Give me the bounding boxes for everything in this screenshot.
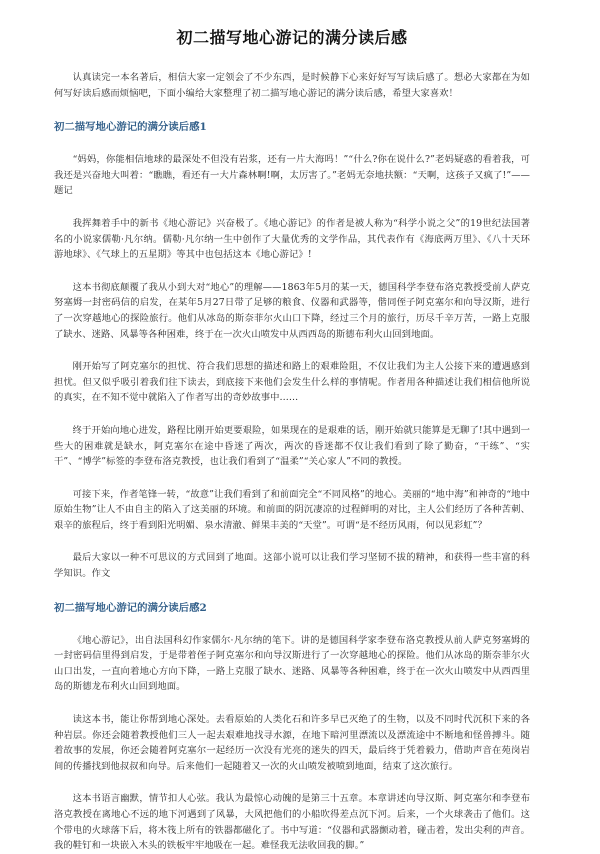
section-1 xyxy=(54,152,530,581)
section-heading-1: 初二描写地心游记的满分读后感1 xyxy=(54,121,207,134)
section-heading-2: 初二描写地心游记的满分读后感2 xyxy=(54,601,207,614)
paragraph: 刚开始写了阿克塞尔的担忧、符合我们思想的描述和路上的艰难险阻，不仅让我们为主人公接下来的遭遇感到担忧。但又似乎吸引着我们往下读去，到底接下来他们会发生什么样的事情呢。作者用各种描述让我们相信他所说的真实，在不知不觉中就陷入了作者写出的奇妙故事中…… xyxy=(54,361,530,404)
intro-paragraph: 认真读完一本名著后，相信大家一定领会了不少东西，是时候静下心来好好写写读后感了。想必大家都在为如何写好读后感而烦恼吧，下面小编给大家整理了初二描写地心游记的满分读后感，希望大家喜欢！ xyxy=(54,72,530,99)
paragraph: 读这本书，能让你帮到地心深处。去看原始的人类化石和许多早已灭绝了的生物，以及不同时代沉积下来的各种岩层。你还会随着教授他们三人一起去艰难地找寻水源，在地下暗河里漂流以及漂流途中不断地和怪兽搏斗。随着故事的发展，你还会随着阿克塞尔一起经历一次没有光亮的迷失的四天，最后终于凭着毅力，借助声音在苑岗岩间的传播找到他叔叔和向导。后来他们一起随着又一次的火山喷发被喷到地面，结束了这次旅行。 xyxy=(54,714,530,772)
intro-block xyxy=(54,70,530,101)
paragraph: 我挥舞着手中的新书《地心游记》兴奋极了。《地心游记》的作者是被人称为“科学小说之父”的19世纪法国著名的小说家儒勒·凡尔纳。儒勒·凡尔纳一生中创作了大量优秀的文学作品，其代表作有《海底两万里》、《八十天环游地球》、《气球上的五星期》等其中也包括这本《地心游记》! xyxy=(54,217,530,261)
paragraph: 最后大家以一种不可思议的方式回到了地面。这部小说可以让我们学习坚韧不拔的精神，和获得一些丰富的科学知识。作文 xyxy=(54,552,530,580)
paragraph: 这本书彻底颠覆了我从小到大对“地心”的理解——1863年5月的某一天，德国科学李登布洛克教授受前人萨克努塞姆一封密码信的启发，在某年5月27日带了足够的粮食、仪器和武器等，偕同侄子阿克塞尔和向导汉斯，进行了一次穿越地心的探险旅行。他们从冰岛的斯奈菲尔火山口下降，经过三个月的旅行，历尽千辛万苦，一路上克服了缺水、迷路、风暴等各种困难，终于在一次火山喷发中从西西岛的斯德布利火山回到地面。 xyxy=(54,281,530,340)
paragraph: “妈妈，你能相信地球的最深处不但没有岩浆，还有一片大海吗！”“什么?你在说什么?”老妈疑惑的看着我，可我还是兴奋地大叫着：“瞧瞧，看还有一大片森林啊!啊，太厉害了。”老妈无奈地扶额：“天啊，这孩子又疯了!”——题记 xyxy=(54,154,530,197)
section-2 xyxy=(54,633,530,854)
paragraph: 《地心游记》，出自法国科幻作家儒尔·凡尔纳的笔下。讲的是德国科学家李登布洛克教授从前人萨克努塞姆的一封密码信里得到启发，于是带着侄子阿克塞尔和向导汉斯进行了一次穿越地心的探险。他们从冰岛的斯奈菲尔火山口出发，一直向着地心方向下降，一路上克服了缺水、迷路、风暴等各种困难，终于在一次火山喷发中从西西里岛的斯德龙布利火山回到地面。 xyxy=(54,634,530,693)
paragraph: 可接下来，作者笔锋一转，“故意”让我们看到了和前面完全“不同风格”的地心。美丽的“地中海”和神奇的“地中原始生物”让人不由自主的陷入了这美丽的环境。和前面的阴沉凄凉的过程鲜明的对比，主人公们经历了各种苦刺、艰辛的旅程后，终于看到阳光明媚、泉水清澈、鲜果丰美的“天堂”。可谓“是不经历风雨，何以见彩虹”？ xyxy=(54,488,530,531)
paragraph: 这本书语言幽默，情节扣人心弦。我认为最惊心动魄的是第三十五章。本章讲述向导汉斯、阿克塞尔和李登布洛克教授在离地心不远的地下河遇到了风暴，大风把他们的小船吹得差点沉下河。后来，一个火球袭击了他们。这个带电的火球落下后，将木筏上所有的铁器都磁化了。书中写道：“仪器和武器颤动着，碰击着，发出尖利的声音。我的鞋钉和一块嵌入木头的铁板牢牢地吸在一起。难怪我无法收回我的脚。” xyxy=(54,793,530,852)
document-title: 初二描写地心游记的满分读后感 xyxy=(176,28,408,47)
paragraph: 终于开始向地心进发，路程比刚开始更要艰险，如果现在的是艰难的话，刚开始就只能算是无聊了!其中遇到一些大的困难就是缺水，阿克塞尔在途中昏迷了两次，两次的昏迷都不仅让我们看到了除了勤奋，“干练”、“实干”、“博学”标签的李登布洛克教授，也让我们看到了“温柔”“关心家人”不同的教授。 xyxy=(54,424,530,468)
